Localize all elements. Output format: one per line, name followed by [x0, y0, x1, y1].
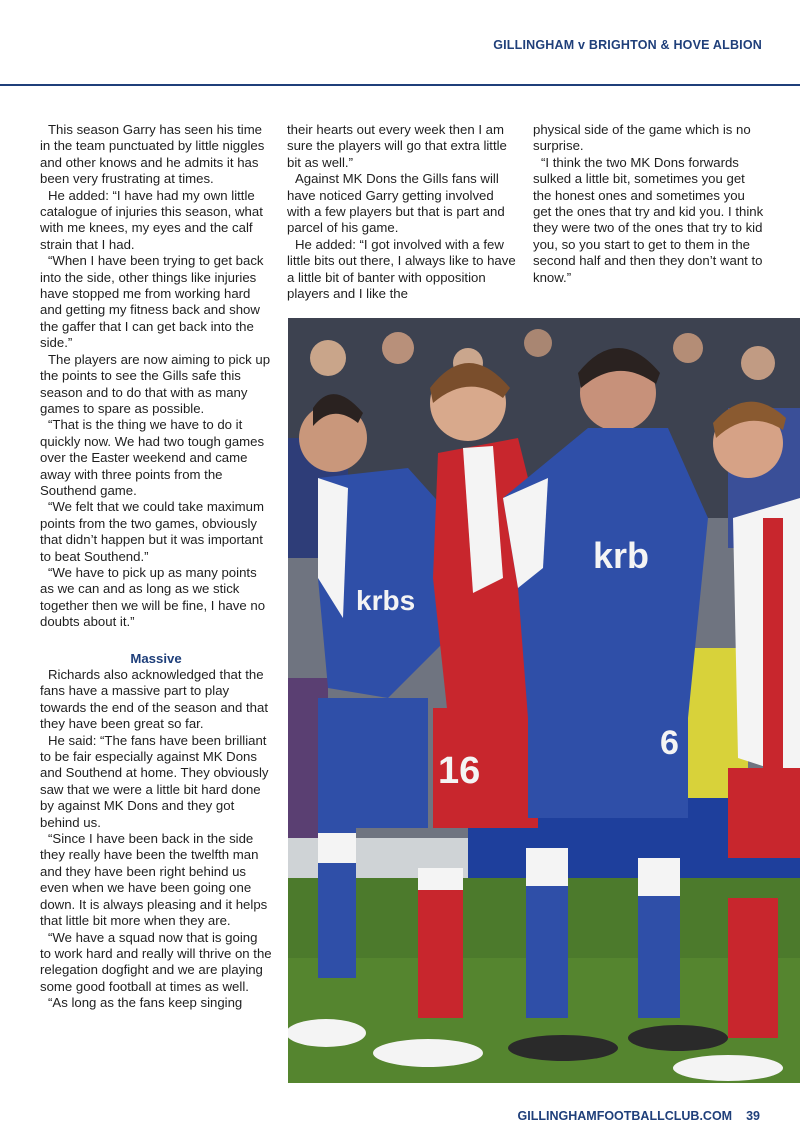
paragraph: “As long as the fans keep singing	[48, 995, 243, 1011]
paragraph: This season Garry has seen his time in the team punctuated by little niggles and other knows and he admits it has been very frustrating at times.	[40, 122, 265, 187]
paragraph: Richards also acknowledged that the fans have a massive part to play towards the end of the season and that they have been great so far.	[40, 667, 269, 732]
paragraph: “We felt that we could take maximum points from the two games, obviously that didn’t happen but it was important to beat Southend.”	[40, 499, 264, 564]
paragraph: their hearts out every week then I am sure the players will go that extra little bit as well.”	[287, 122, 507, 170]
paragraph: He said: “The fans have been brilliant to be fair especially against MK Dons and Southend at home. They obviously saw that we were a little bit hard done by against MK Dons and they got behind us.	[40, 732, 269, 830]
subheading: Massive	[130, 650, 182, 666]
paragraph: The players are now aiming to pick up the points to see the Gills safe this season and to do that with as many games to spare as possible.	[40, 351, 271, 416]
shirt-sponsor-krb: krb	[593, 535, 650, 576]
paragraph: “Since I have been back in the side they really have been the twelfth man and they have been right behind us even when we have been going one down. It is always pleasing and it helps that little bit more when they are.	[40, 831, 268, 929]
article-column-1	[40, 122, 272, 1012]
shirt-number-red: 16	[438, 750, 481, 792]
paragraph: “I think the two MK Dons forwards sulked a little bit, sometimes you get the honest ones and sometimes you get the ones that try and kid you. I think they were two of the ones that try to kid you, so you start to get to them in the second half and then they don’t want to know.”	[533, 154, 764, 285]
header-title: GILLINGHAM v BRIGHTON & HOVE ALBION	[493, 38, 762, 52]
paragraph: He added: “I got involved with a few little bits out there, I always like to have a little bit of banter with opposition players and I like the	[287, 236, 516, 302]
paragraph: Against MK Dons the Gills fans will have noticed Garry getting involved with a few players but that is part and parcel of his game.	[287, 171, 505, 236]
paragraph: physical side of the game which is no surprise.	[533, 122, 751, 154]
article-column-3	[533, 122, 765, 286]
paragraph: “We have to pick up as many points as we can and as long as we stick together then we will be fine, I have no doubts about it.”	[40, 564, 266, 630]
paragraph: “When I have been trying to get back into the side, other things like injuries have stopped me from working hard and getting my fitness back and show the gaffer that I can get back into the side.”	[40, 253, 264, 351]
shirt-number-blue: 6	[660, 724, 679, 762]
article-column-2	[287, 122, 517, 302]
header-rule	[0, 84, 800, 86]
footer-site: GILLINGHAMFOOTBALLCLUB.COM	[517, 1109, 733, 1123]
footer	[518, 1109, 760, 1123]
paragraph: “We have a squad now that is going to work hard and really will thrive on the relegation dogfight and we are playing some good football at times as well.	[40, 929, 272, 994]
paragraph: “That is the thing we have to do it quickly now. We had two tough games over the Easter weekend and came away with three points from the Southend game.	[40, 417, 265, 498]
shirt-sponsor-krbs: krbs	[356, 585, 416, 616]
page-number: 39	[746, 1109, 760, 1123]
match-photo	[288, 318, 800, 1083]
paragraph: He added: “I have had my own little catalogue of injuries this season, what with me knees, my eyes and the calf strain that I had.	[40, 187, 263, 252]
